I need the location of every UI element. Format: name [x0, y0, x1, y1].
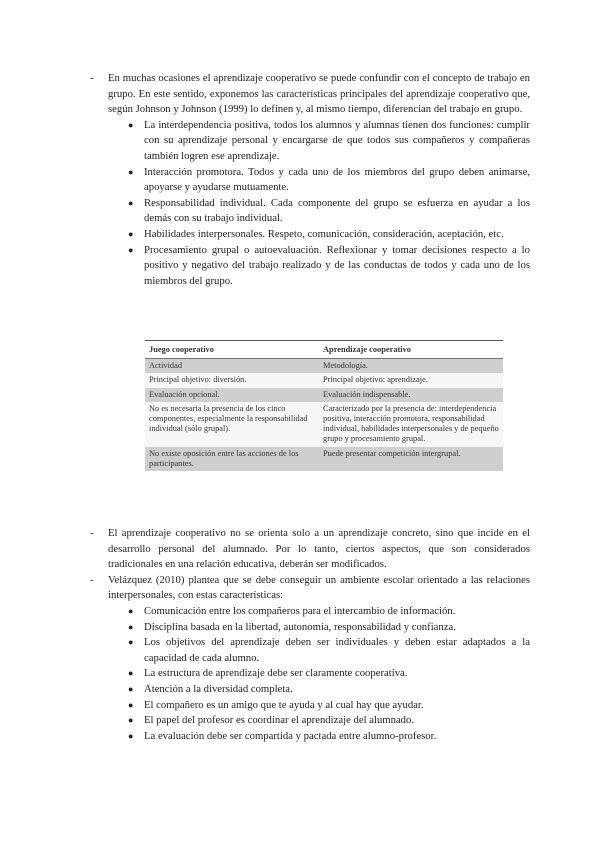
list-item: ● Disciplina basada en la libertad, autonomía, responsabilidad y confianza.	[90, 620, 530, 636]
bullet-icon: ●	[128, 197, 134, 208]
bullet-icon: ●	[128, 668, 134, 679]
table-row	[145, 388, 503, 402]
characteristics-list	[90, 118, 530, 290]
dash-marker: -	[90, 527, 94, 539]
paragraph-velazquez	[90, 573, 530, 604]
table-cell: Evaluación opcional.	[145, 388, 319, 402]
table-row	[145, 402, 503, 447]
section-environment	[90, 526, 530, 744]
intro-text: En muchas ocasiones el aprendizaje cooperativo se puede confundir con el concepto de trabajo en grupo. En este sentido, exponemos las características principales del aprendizaje cooperativo que, según Johnson y Johnson (1999) lo definen y, al mismo tiempo, diferencian del trabajo en grupo.	[108, 72, 530, 116]
bullet-icon: ●	[128, 228, 134, 239]
bullet-icon: ●	[128, 119, 134, 130]
table-row	[145, 373, 503, 387]
table-cell: Evaluación indispensable.	[319, 388, 503, 402]
paragraph-text: Velázquez (2010) plantea que se debe conseguir un ambiente escolar orientado a las relaciones interpersonales, con estas características:	[108, 573, 530, 602]
dash-marker: -	[90, 72, 94, 84]
list-item: ● Los objetivos del aprendizaje deben ser individuales y deben estar adaptados a la capacidad de cada alumno.	[128, 636, 530, 664]
bullet-icon: ●	[128, 605, 134, 616]
table-cell: Actividad	[145, 359, 319, 374]
table-row	[145, 447, 503, 471]
bullet-icon: ●	[128, 166, 134, 177]
table-cell: Puede presentar competición intergrupal.	[319, 447, 503, 471]
intro-paragraph	[90, 71, 530, 118]
list-item: ● Comunicación entre los compañeros para el intercambio de información.	[90, 604, 530, 620]
list-item: ● La interdependencia positiva, todos los alumnos y alumnas tienen dos funciones: cumplir con su aprendizaje personal y encargarse de que todos sus compañeros y compañeras también logren ese aprendizaje.	[128, 118, 530, 162]
comparison-table	[145, 340, 503, 471]
table-cell: Metodología.	[319, 359, 503, 374]
bullet-icon: ●	[128, 730, 134, 741]
list-item: ● Interacción promotora. Todos y cada uno de los miembros del grupo deben animarse, apoyarse y ayudarse mutuamente.	[128, 165, 530, 194]
table-header: Juego cooperativo	[145, 341, 319, 359]
list-item: ● La evaluación debe ser compartida y pactada entre alumno-profesor.	[90, 729, 530, 745]
list-item: ● Atención a la diversidad completa.	[90, 682, 530, 698]
table-header: Aprendizaje cooperativo	[319, 341, 503, 359]
table-cell: Caracterizado por la presencia de: interdependencia positiva, interacción promotora, responsabilidad individual, habilidades interpersonales y de pequeño grupo y procesamiento grupal.	[319, 402, 503, 447]
list-item: ● Responsabilidad individual. Cada componente del grupo se esfuerza en ayudar a los demás con su trabajo individual.	[128, 196, 530, 225]
bullet-icon: ●	[128, 699, 134, 710]
list-item: ● Habilidades interpersonales. Respeto, comunicación, consideración, aceptación, etc.	[90, 227, 530, 243]
bullet-icon: ●	[128, 683, 134, 694]
bullet-icon: ●	[128, 637, 134, 648]
section-intro	[90, 71, 530, 289]
list-item: ● Procesamiento grupal o autoevaluación. Reflexionar y tomar decisiones respecto a lo positivo y negativo del trabajo realizado y de las conductas de todos y cada uno de los miembros del grupo.	[128, 243, 530, 287]
environment-list	[90, 604, 530, 744]
table-cell: No existe oposición entre las acciones de los participantes.	[145, 447, 319, 471]
dash-marker: -	[90, 573, 94, 586]
bullet-icon: ●	[128, 715, 134, 726]
table-cell: Principal objetivo: aprendizaje.	[319, 373, 503, 387]
list-item: ● El compañero es un amigo que te ayuda y al cual hay que ayudar.	[90, 698, 530, 714]
paragraph-text: El aprendizaje cooperativo no se orienta solo a un aprendizaje concreto, sino que incide en el desarrollo personal del alumnado. Por lo tanto, ciertos aspectos, que son considerados tradicionales en una relación educativa, deberán ser modificados.	[108, 527, 530, 571]
list-item: ● La estructura de aprendizaje debe ser claramente cooperativa.	[90, 666, 530, 682]
table-header-row	[145, 341, 503, 359]
list-item: ● El papel del profesor es coordinar el aprendizaje del alumnado.	[90, 713, 530, 729]
table-cell: Principal objetivo: diversión.	[145, 373, 319, 387]
table-cell: No es necesaria la presencia de los cinco componentes, especialmente la responsabilidad individual (sólo grupal).	[145, 402, 319, 447]
table-row	[145, 359, 503, 374]
paragraph-orientation	[90, 526, 530, 573]
bullet-icon: ●	[128, 244, 134, 255]
bullet-icon: ●	[128, 621, 134, 632]
